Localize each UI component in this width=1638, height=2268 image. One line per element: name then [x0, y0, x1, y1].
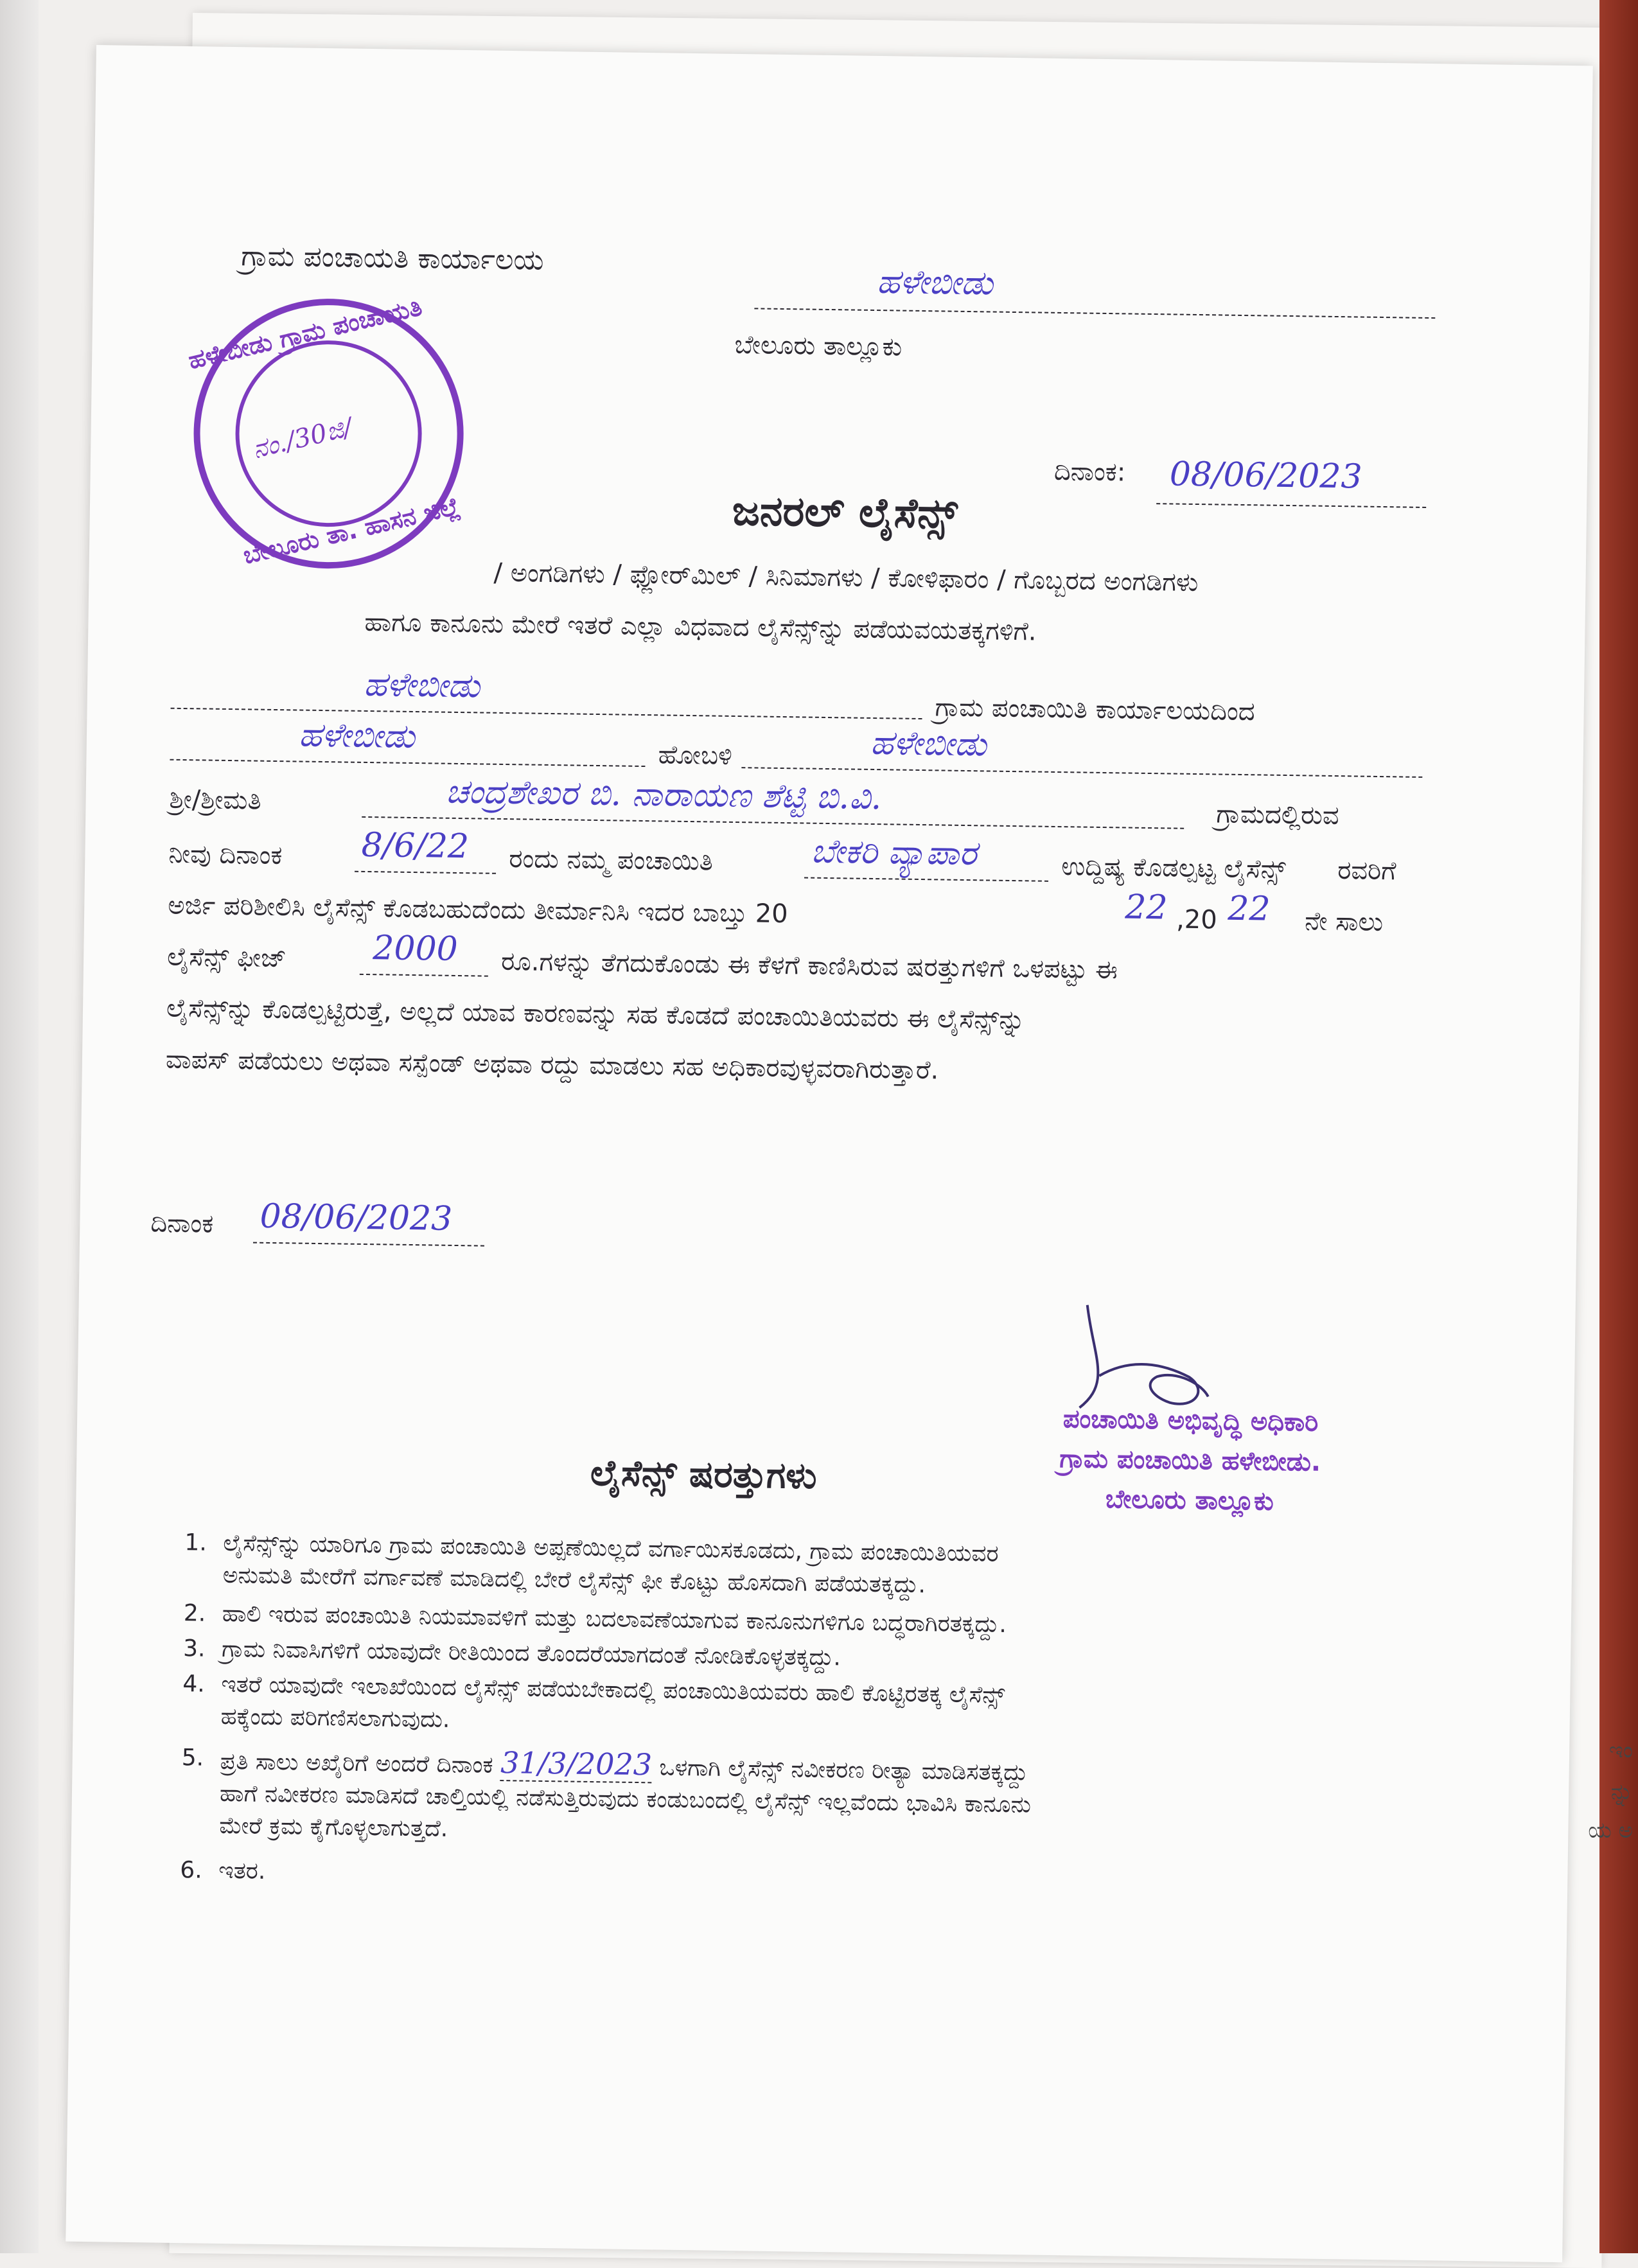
- behind-page-text: ಯ ಅ: [1588, 1818, 1633, 1843]
- hobli-line: [170, 759, 645, 767]
- app-date-handwritten: 8/6/22: [361, 825, 470, 866]
- village-line: [741, 767, 1422, 778]
- condition-item: [181, 1743, 1473, 1859]
- ravarige-text: ರವರಿಗೆ: [1337, 856, 1396, 886]
- office-title: ಗ್ರಾಮ ಪಂಚಾಯತಿ ಕಾರ್ಯಾಲಯ: [241, 240, 544, 277]
- intro-line-2: ಹಾಗೂ ಕಾನೂನು ಮೇರೆ ಇತರೆ ಎಲ್ಲಾ ವಿಧವಾದ ಲೈಸೆನ್ಸ್‌ನ್ನು ಪಡೆಯವಯತಕ್ಕಗಳಿಗೆ.: [364, 607, 1037, 647]
- condition-line: ಇತರ.: [218, 1857, 266, 1885]
- condition-item: [182, 1669, 1474, 1750]
- fee-line: [360, 974, 488, 977]
- table-edge: [1599, 0, 1638, 2253]
- condition-line: ಮೇರೆ ಕ್ರಮ ಕೈಗೊಳ್ಳಲಾಗುತ್ತದೆ.: [219, 1812, 448, 1842]
- license-document: [66, 45, 1593, 2262]
- app-date-line: [355, 871, 496, 874]
- behind-page-text: ಇಂ: [1608, 1737, 1633, 1763]
- condition-number: 6.: [180, 1857, 202, 1884]
- fee-handwritten: 2000: [372, 929, 459, 969]
- date-label: ದಿನಾಂಕ:: [1053, 456, 1126, 488]
- condition-number: 2.: [183, 1600, 206, 1627]
- hobli-label: ಹೋಬಳಿ: [658, 740, 733, 771]
- date-handwritten: 08/06/2023: [1169, 455, 1362, 497]
- office-name-handwritten: ಹಳೇಬೀಡು: [876, 263, 994, 303]
- ne-saalu-text: ನೇ ಸಾಲು: [1304, 906, 1384, 938]
- seal-top-text: ಹಳೇಬೀಡು ಗ್ರಾಮ ಪಂಚಾಯತಿ: [186, 292, 425, 375]
- gp-office-suffix: ಗ್ರಾಮ ಪಂಚಾಯಿತಿ ಕಾರ್ಯಾಲಯದಿಂದ: [935, 692, 1255, 727]
- gp-name-handwritten: ಹಳೇಬೀಡು: [363, 665, 480, 706]
- taluk-name: ಬೇಲೂರು ತಾಲ್ಲೂಕು: [734, 330, 903, 362]
- condition-number: 3.: [182, 1635, 206, 1662]
- seal-number: ನಂ./30ಜಿ/: [250, 412, 355, 464]
- shri-label: ಶ್ರೀ/ಶ್ರೀಮತಿ: [169, 784, 262, 816]
- condition-line: ಗ್ರಾಮ ನಿವಾಸಿಗಳಿಗೆ ಯಾವುದೇ ರೀತಿಯಿಂದ ತೊಂದರೆಯಾಗದಂತೆ ನೋಡಿಕೊಳ್ಳತಕ್ಕದ್ದು.: [221, 1635, 841, 1671]
- purpose-handwritten: ಬೇಕರಿ ವ್ಯಾಪಾರ: [811, 832, 978, 874]
- fee-label: ಲೈಸೆನ್ಸ್ ಫೀಜ್: [166, 942, 287, 974]
- after-purpose-text: ಉದ್ದಿಷ್ಯ ಕೊಡಲ್ಪಟ್ಟ ಲೈಸೆನ್ಸ್: [1061, 852, 1286, 884]
- renewal-date-handwritten: 31/3/2023: [500, 1745, 653, 1782]
- after-date-text: ರಂದು ನಮ್ಮ ಪಂಚಾಯಿತಿ: [509, 844, 714, 877]
- year-separator: ,20: [1176, 904, 1218, 935]
- body-line-b: ವಾಪಸ್ ಪಡೆಯಲು ಅಥವಾ ಸಸ್ಪೆಂಡ್ ಅಥವಾ ರದ್ದು ಮಾಡಲು ಸಹ ಅಧಿಕಾರವುಳ್ಳವರಾಗಿರುತ್ತಾರೆ.: [165, 1044, 939, 1086]
- intro-line-1: / ಅಂಗಡಿಗಳು / ಫ್ಲೋರ್‌ಮಿಲ್ / ಸಿನಿಮಾಗಳು / ಕೋಳಿಫಾರಂ / ಗೊಬ್ಬರದ ಅಂಗಡಿಗಳು: [493, 558, 1199, 598]
- applicant-line: [362, 816, 1184, 829]
- office-name-line: [754, 308, 1435, 319]
- village-suffix: ಗ್ರಾಮದಲ್ಲಿರುವ: [1216, 799, 1339, 831]
- application-label: ನೀವು ದಿನಾಂಕ: [168, 839, 283, 871]
- condition-text: ಪ್ರತಿ ಸಾಲು ಅಖೈರಿಗೆ ಅಂದರೆ ದಿನಾಂಕ: [220, 1748, 493, 1779]
- purpose-line: [804, 877, 1048, 882]
- issue-date-line: [253, 1242, 484, 1247]
- condition-line: ಅನುಮತಿ ಮೇರೆಗೆ ವರ್ಗಾವಣೆ ಮಾಡಿದಲ್ಲಿ ಬೇರೆ ಲೈಸೆನ್ಸ್ ಫೀ ಕೊಟ್ಟು ಹೊಸದಾಗಿ ಪಡೆಯತಕ್ಕದ್ದು.: [222, 1561, 926, 1599]
- condition-text: ಒಳಗಾಗಿ ಲೈಸೆನ್ಸ್ ನವೀಕರಣ ರೀತ್ಯಾ ಮಾಡಿಸತಕ್ಕದ್ದು: [659, 1754, 1028, 1786]
- village-handwritten: ಹಳೇಬೀಡು: [870, 723, 987, 764]
- issue-date-label: ದಿನಾಂಕ: [150, 1208, 214, 1239]
- panchayat-seal: [166, 272, 491, 596]
- condition-line: ಹಾಗೆ ನವೀಕರಣ ಮಾಡಿಸದೆ ಚಾಲ್ತಿಯಲ್ಲಿ ನಡೆಸುತ್ತಿರುವುದು ಕಂಡುಬಂದಲ್ಲಿ ಲೈಸೆನ್ಸ್ ಇಲ್ಲವೆಂದು ಭಾವಿಸಿ ಕಾನೂನು: [219, 1780, 1032, 1818]
- body-line-a: ಲೈಸೆನ್ಸ್‌ನ್ನು ಕೊಡಲ್ಪಟ್ಟಿರುತ್ತೆ, ಅಲ್ಲದೆ ಯಾವ ಕಾರಣವನ್ನು ಸಹ ಕೊಡದೆ ಪಂಚಾಯಿತಿಯವರು ಈ ಲೈಸೆನ್ಸ್‌ನ್ನು: [166, 993, 1025, 1035]
- condition-number: 1.: [184, 1529, 207, 1556]
- officer-designation: ಪಂಚಾಯಿತಿ ಅಭಿವೃದ್ಧಿ ಅಧಿಕಾರಿ: [1062, 1404, 1319, 1437]
- condition-line: ಹಕ್ಕೆಂದು ಪರಿಗಣಿಸಲಾಗುವುದು.: [220, 1703, 450, 1733]
- condition-number: 4.: [182, 1671, 206, 1698]
- applicant-handwritten: ಚಂದ್ರಶೇಖರ ಬಿ. ನಾರಾಯಣ ಶೆಟ್ಟಿ ಬಿ.ವಿ.: [445, 772, 882, 818]
- gp-name-line: [171, 708, 922, 719]
- condition-item: [184, 1527, 1475, 1609]
- officer-office: ಗ್ರಾಮ ಪಂಚಾಯಿತಿ ಹಳೇಬೀಡು.: [1059, 1444, 1321, 1477]
- issue-date-handwritten: 08/06/2023: [260, 1197, 453, 1238]
- fee-suffix: ರೂ.ಗಳನ್ನು ತೆಗದುಕೊಂಡು ಈ ಕೆಳಗೆ ಕಾಣಿಸಿರುವ ಷರತ್ತುಗಳಿಗೆ ಒಳಪಟ್ಟು ಈ: [500, 946, 1118, 985]
- condition-number: 5.: [181, 1745, 204, 1771]
- hobli-handwritten: ಹಳೇಬೀಡು: [298, 716, 416, 757]
- condition-line: ಇತರೆ ಯಾವುದೇ ಇಲಾಖೆಯಿಂದ ಲೈಸೆನ್ಸ್ ಪಡೆಯಬೇಕಾದಲ್ಲಿ ಪಂಚಾಯಿತಿಯವರು ಹಾಲಿ ಕೊಟ್ಟಿರತಕ್ಕ ಲೈಸೆನ್ಸ್: [221, 1671, 1005, 1709]
- behind-page-text: ನ್ನು: [1610, 1779, 1633, 1805]
- scanner-edge: [0, 0, 39, 2253]
- seal-bottom-text: ಬೇಲೂರು ತಾ. ಹಾಸನ ಜಿಲ್ಲೆ: [240, 491, 462, 570]
- year-a-handwritten: 22: [1124, 888, 1168, 927]
- officer-taluk: ಬೇಲೂರು ತಾಲ್ಲೂಕು: [1105, 1484, 1274, 1516]
- condition-line: ಲೈಸೆನ್ಸ್‌ನ್ನು ಯಾರಿಗೂ ಗ್ರಾಮ ಪಂಚಾಯಿತಿ ಅಪ್ಪಣೆಯಿಲ್ಲದೆ ವರ್ಗಾಯಿಸಕೂಡದು, ಗ್ರಾಮ ಪಂಚಾಯಿತಿಯವರ: [223, 1529, 999, 1567]
- condition-item: [180, 1855, 1472, 1904]
- conditions-heading: ಲೈಸೆನ್ಸ್ ಷರತ್ತುಗಳು: [590, 1452, 817, 1497]
- signature-block: [1059, 1404, 1321, 1527]
- date-line: [1156, 503, 1426, 508]
- year-b-handwritten: 22: [1227, 889, 1271, 929]
- decision-line: ಅರ್ಜಿ ಪರಿಶೀಲಿಸಿ ಲೈಸೆನ್ಸ್ ಕೊಡಬಹುದೆಂದು ತೀರ್ಮಾನಿಸಿ ಇದರ ಬಾಬ್ತು 20: [167, 890, 789, 929]
- condition-line: ಹಾಲಿ ಇರುವ ಪಂಚಾಯಿತಿ ನಿಯಮಾವಳಿಗೆ ಮತ್ತು ಬದಲಾವಣೆಯಾಗುವ ಕಾನೂನುಗಳಿಗೂ ಬದ್ಧರಾಗಿರತಕ್ಕದ್ದು.: [222, 1600, 1007, 1639]
- document-title: ಜನರಲ್ ಲೈಸೆನ್ಸ್: [732, 487, 958, 538]
